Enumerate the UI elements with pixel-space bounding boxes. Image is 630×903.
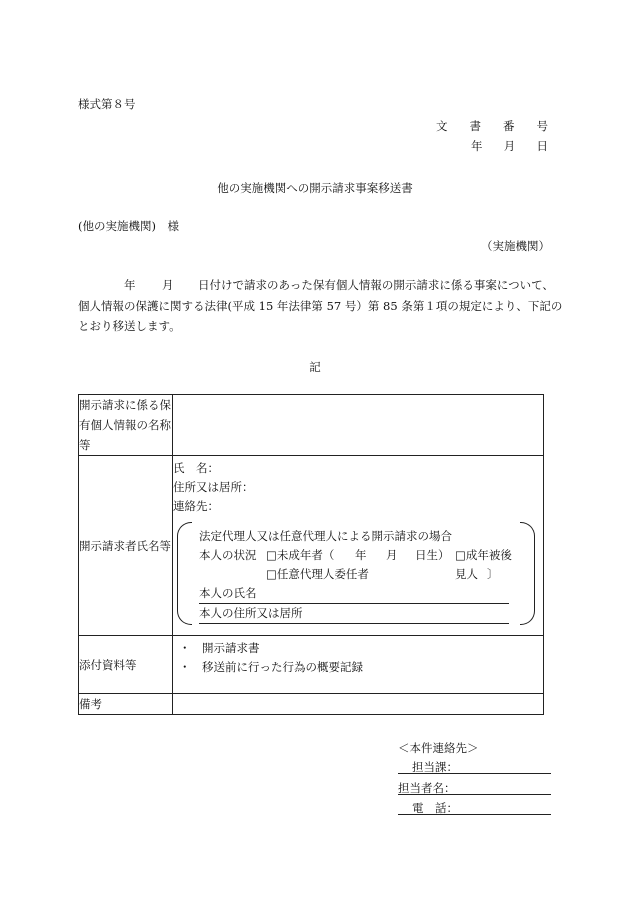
body-line1: 日付けで請求のあった保有個人情報の開示請求に係る事案について、 (198, 278, 554, 292)
label-line: 開示請求に係る保 (79, 398, 171, 412)
remarks-label: 備考 (79, 694, 173, 715)
attachments-value (173, 636, 544, 694)
document-number-label (436, 118, 548, 134)
ki-mark: 記 (309, 360, 321, 374)
attachment-item: ・ 移送前に行った行為の概要記録 (179, 660, 363, 674)
body-year: 年 (124, 278, 136, 292)
address-field-label: 住所又は居所： (173, 480, 254, 494)
agent-heading: 法定代理人又は任意代理人による開示請求の場合 (199, 529, 452, 543)
info-name-value (173, 395, 544, 456)
table-row (79, 636, 544, 694)
document-title: 他の実施機関への開示請求事案移送書 (217, 181, 413, 195)
minor-option: □未成年者（ (266, 548, 335, 562)
birth-month: 月 (386, 548, 398, 562)
label-line: 等 (79, 438, 91, 452)
table-row (79, 694, 544, 715)
requester-label: 開示請求者氏名等 (79, 456, 173, 636)
doc-number-char: 書 (469, 119, 481, 133)
table-row (79, 395, 544, 456)
contact-phone-label: 電 話： (412, 801, 458, 815)
date-day: 日 (536, 139, 548, 153)
agent-bracket (177, 522, 535, 625)
body-month: 月 (162, 278, 174, 292)
requester-details (173, 456, 544, 636)
attachments-label: 添付資料等 (79, 636, 173, 694)
contact-heading: ＜本件連絡先＞ (398, 741, 479, 755)
phone-underline (398, 814, 551, 815)
birth-day: 日生） (415, 548, 450, 562)
info-name-label (79, 395, 173, 456)
bracket-left (177, 522, 192, 625)
proxy-line (199, 565, 523, 584)
remarks-value (173, 694, 544, 715)
body-line2: 個人情報の保護に関する法律(平成 15 年法律第 57 号）第 85 条第１項の規定により、下記の (78, 299, 563, 313)
principal-address: 本人の住所又は居所 (199, 604, 509, 624)
doc-number-char: 号 (536, 119, 548, 133)
contact-person-label: 担当者名： (398, 781, 456, 795)
contact-field-label: 連絡先： (173, 499, 219, 513)
doc-number-char: 番 (503, 119, 515, 133)
date-year: 年 (471, 139, 483, 153)
doc-number-char: 文 (436, 119, 448, 133)
status-label: 本人の状況 (199, 548, 257, 562)
date-month: 月 (503, 139, 516, 153)
date-label (471, 138, 548, 154)
principal-name: 本人の氏名 (199, 584, 509, 604)
person-underline (398, 794, 551, 795)
attachment-item: ・ 開示請求書 (179, 641, 260, 655)
addressee: (他の実施機関) 様 (78, 219, 179, 233)
table-row (79, 456, 544, 636)
department-underline (398, 773, 551, 774)
contact-department-label: 担当課： (412, 760, 458, 774)
name-field-label: 氏 名： (173, 461, 219, 475)
body-line3: とおり移送します。 (78, 319, 181, 333)
birth-year: 年 (355, 548, 367, 562)
form-number: 様式第８号 (78, 97, 136, 111)
label-line: 有個人情報の名称 (79, 418, 171, 432)
guardian-option: □成年被後見人 (455, 548, 512, 581)
proxy-option: □任意代理人委任者 (266, 567, 369, 581)
proxy-close: 〕 (487, 567, 499, 581)
sender: （実施機関） (481, 239, 550, 253)
request-table (78, 394, 544, 715)
